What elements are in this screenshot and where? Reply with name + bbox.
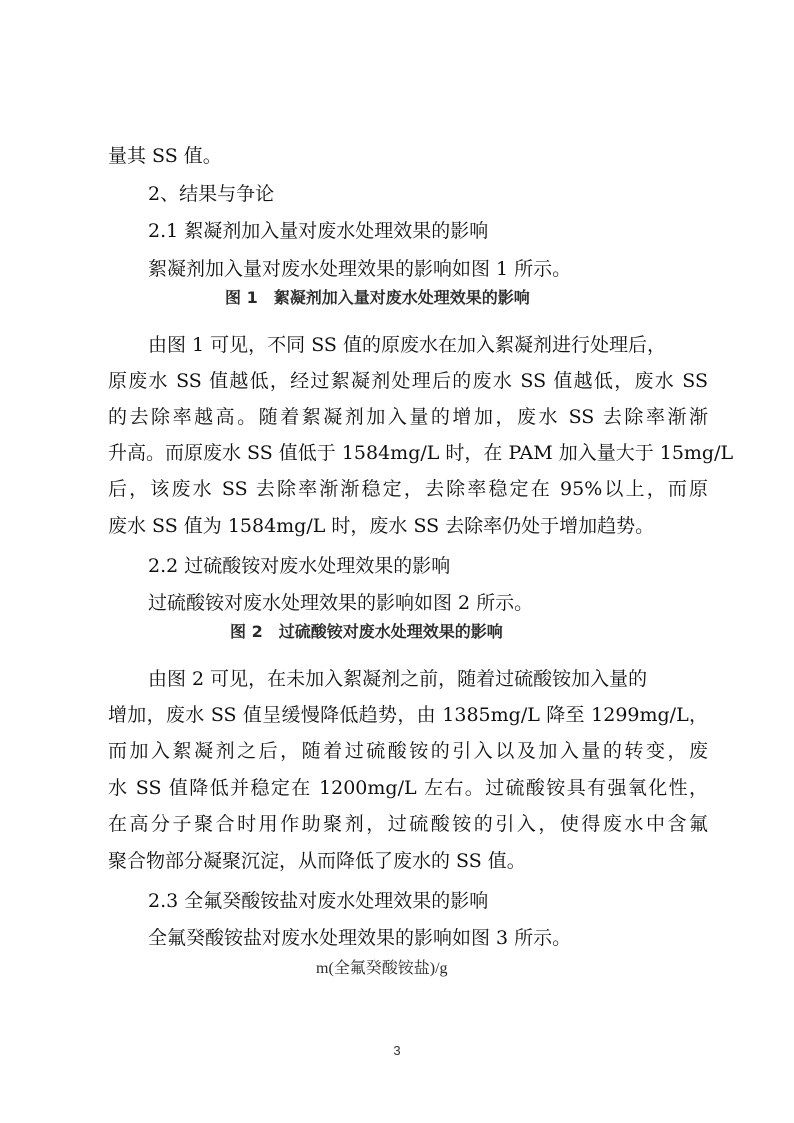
paragraph-line: 的去除率越高。随着絮凝剂加入量的增加，废水 SS 去除率渐渐 bbox=[108, 406, 708, 428]
text-line: 过硫酸铵对废水处理效果的影响如图 2 所示。 bbox=[148, 592, 534, 614]
section-heading: 2、结果与争论 bbox=[148, 183, 275, 205]
text-line: 全氟癸酸铵盐对废水处理效果的影响如图 3 所示。 bbox=[148, 927, 572, 949]
figure-3-axis-label: m(全氟癸酸铵盐)/g bbox=[316, 960, 448, 977]
text-line: 絮凝剂加入量对废水处理效果的影响如图 1 所示。 bbox=[148, 258, 572, 280]
paragraph-line: 原废水 SS 值越低，经过絮凝剂处理后的废水 SS 值越低，废水 SS bbox=[108, 370, 708, 392]
paragraph-line: 而加入絮凝剂之后，随着过硫酸铵的引入以及加入量的转变，废 bbox=[108, 740, 708, 762]
paragraph-line: 增加，废水 SS 值呈缓慢降低趋势，由 1385mg/L 降至 1299mg/L， bbox=[108, 704, 708, 726]
subsection-heading: 2.2 过硫酸铵对废水处理效果的影响 bbox=[148, 555, 451, 577]
figure-2-caption: 图 2 过硫酸铵对废水处理效果的影响 bbox=[230, 622, 503, 641]
page-number: 3 bbox=[393, 1043, 401, 1058]
text-line: 量其 SS 值。 bbox=[108, 145, 222, 167]
paragraph-line: 由图 2 可见，在未加入絮凝剂之前，随着过硫酸铵加入量的 bbox=[148, 668, 648, 690]
subsection-heading: 2.3 全氟癸酸铵盐对废水处理效果的影响 bbox=[148, 890, 489, 912]
paragraph-line: 在高分子聚合时用作助聚剂，过硫酸铵的引入，使得废水中含氟 bbox=[108, 813, 708, 835]
paragraph-line: 聚合物部分凝聚沉淀，从而降低了废水的 SS 值。 bbox=[108, 850, 526, 872]
paragraph-line: 升高。而原废水 SS 值低于 1584mg/L 时，在 PAM 加入量大于 15mg/L bbox=[108, 442, 734, 464]
figure-1-caption: 图 1 絮凝剂加入量对废水处理效果的影响 bbox=[225, 288, 530, 307]
paragraph-line: 废水 SS 值为 1584mg/L 时，废水 SS 去除率仍处于增加趋势。 bbox=[108, 515, 655, 537]
subsection-heading: 2.1 絮凝剂加入量对废水处理效果的影响 bbox=[148, 220, 489, 242]
paragraph-line: 水 SS 值降低并稳定在 1200mg/L 左右。过硫酸铵具有强氧化性， bbox=[108, 777, 708, 799]
paragraph-line: 由图 1 可见，不同 SS 值的原废水在加入絮凝剂进行处理后， bbox=[148, 334, 666, 356]
paragraph-line: 后，该废水 SS 去除率渐渐稳定，去除率稳定在 95%以上，而原 bbox=[108, 478, 708, 500]
